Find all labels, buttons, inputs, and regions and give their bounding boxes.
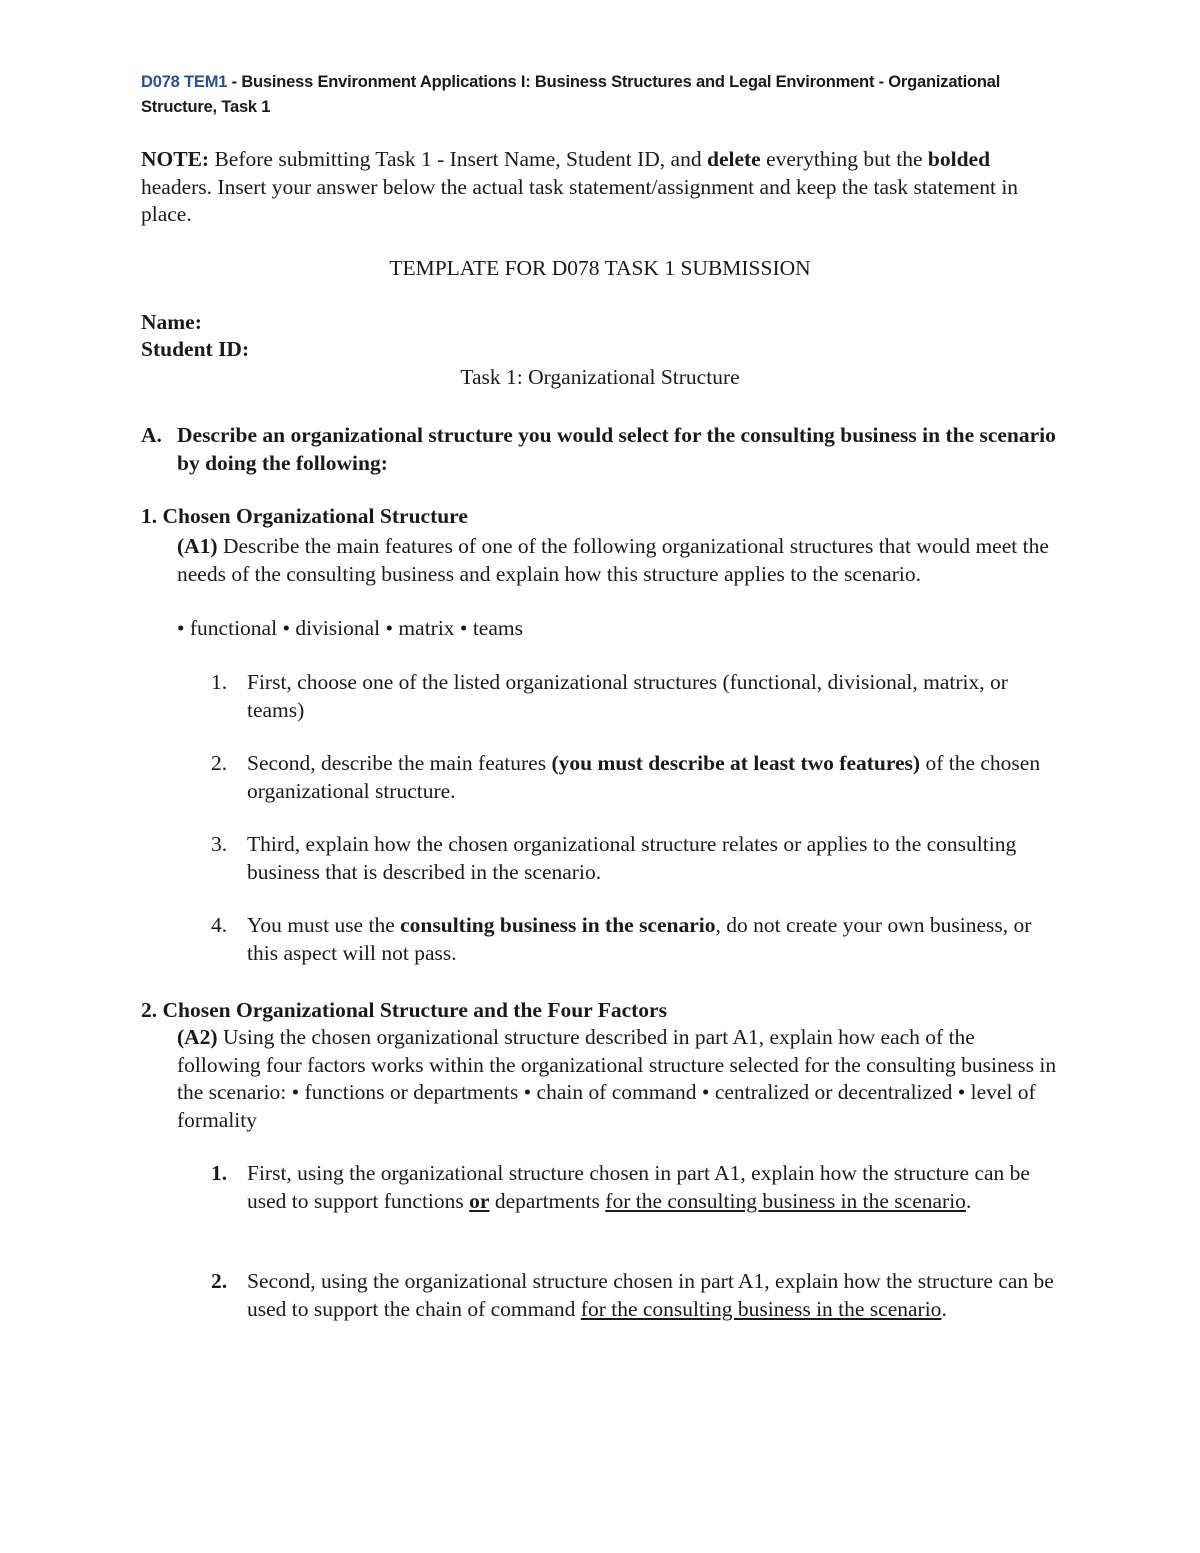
list-item (211, 669, 1061, 724)
header-title: - Business Environment Applications I: Business Structures and Legal Environment - Organizational Structure, Task 1 (141, 73, 1001, 116)
item-text: Second, describe the main features (247, 751, 552, 775)
list-number: 1. (211, 1161, 228, 1185)
name-field-label: Name: (141, 310, 202, 334)
section-a-text: Describe an organizational structure you would select for the consulting business in the scenario by doing the following: (177, 423, 1056, 475)
note-text: everything but the (760, 147, 928, 171)
item-text: . (965, 1188, 972, 1213)
list-number: 2. (211, 751, 228, 775)
course-code: D078 TEM1 (141, 73, 228, 91)
note-label: NOTE: (141, 147, 210, 171)
item-text: . (941, 1296, 947, 1321)
item-underlined: for the consulting business in the scenario (580, 1296, 942, 1321)
item-text: You must use the (247, 913, 401, 937)
template-title: TEMPLATE FOR D078 TASK 1 SUBMISSION (389, 256, 811, 280)
task-title: Task 1: Organizational Structure (460, 365, 740, 389)
list-item-text (247, 750, 1061, 805)
list-number: 3. (211, 832, 228, 856)
item-text: departments (489, 1188, 606, 1213)
item-emphasis: consulting business in the scenario (400, 913, 716, 937)
part2-description (177, 1024, 1057, 1134)
part1-description (177, 533, 1057, 588)
a2-label: (A2) (177, 1025, 218, 1049)
item-text: , do not create your own business, or this aspect will not pass. (247, 913, 1032, 965)
note-paragraph (141, 146, 1061, 229)
student-id-field-label: Student ID: (141, 337, 250, 361)
part1-heading: 1. Chosen Organizational Structure (141, 504, 468, 528)
note-delete: delete (706, 147, 761, 171)
item-underlined: for the consulting business in the scenario (605, 1188, 966, 1213)
document-header (141, 70, 1041, 120)
a1-text: Describe the main features of one of the following organizational structures that would meet the needs of the consulting business and explain how this structure applies to the scenario. (177, 534, 1049, 586)
list-item (211, 1160, 1061, 1215)
list-number: 1. (211, 670, 228, 694)
item-text: Second, using the organizational structure chosen in part A1, explain how the structure can be used to support the chain of command (247, 1269, 1054, 1321)
list-item-text: First, choose one of the listed organizational structures (functional, divisional, matrix, or teams) (247, 670, 1008, 722)
item-emphasis: (you must describe at least two features) (551, 751, 921, 775)
item-text: First, using the organizational structure chosen in part A1, explain how the structure can be used to support functions (247, 1161, 1030, 1213)
list-item (211, 750, 1061, 805)
list-item (211, 1268, 1061, 1323)
list-item (211, 912, 1061, 967)
section-a-marker: A. (141, 423, 162, 447)
part2-heading: 2. Chosen Organizational Structure and the Four Factors (141, 998, 667, 1022)
list-item-text (247, 1268, 1061, 1323)
list-item-text (247, 912, 1061, 967)
note-text: Before submitting Task 1 - Insert Name, Student ID, and (209, 147, 707, 171)
list-item-text (247, 1160, 1061, 1215)
note-text: headers. Insert your answer below the actual task statement/assignment and keep the task statement in place. (141, 174, 1019, 226)
item-or: or (469, 1188, 490, 1213)
list-number: 4. (211, 913, 228, 937)
structure-options: • functional • divisional • matrix • teams (177, 616, 523, 640)
a2-text: Using the chosen organizational structure described in part A1, explain how each of the following four factors works within the organizational structure selected for the consulting business in the scenario: • functions or departments • chain of command • centralized or decentralized • level of formality (177, 1025, 1057, 1132)
note-bolded: bolded (927, 147, 991, 171)
a1-label: (A1) (177, 534, 218, 558)
list-item-text: Third, explain how the chosen organizational structure relates or applies to the consulting business that is described in the scenario. (247, 832, 1017, 884)
list-item (211, 831, 1061, 886)
item-text: of the chosen organizational structure. (247, 751, 1041, 803)
list-number: 2. (211, 1269, 228, 1293)
